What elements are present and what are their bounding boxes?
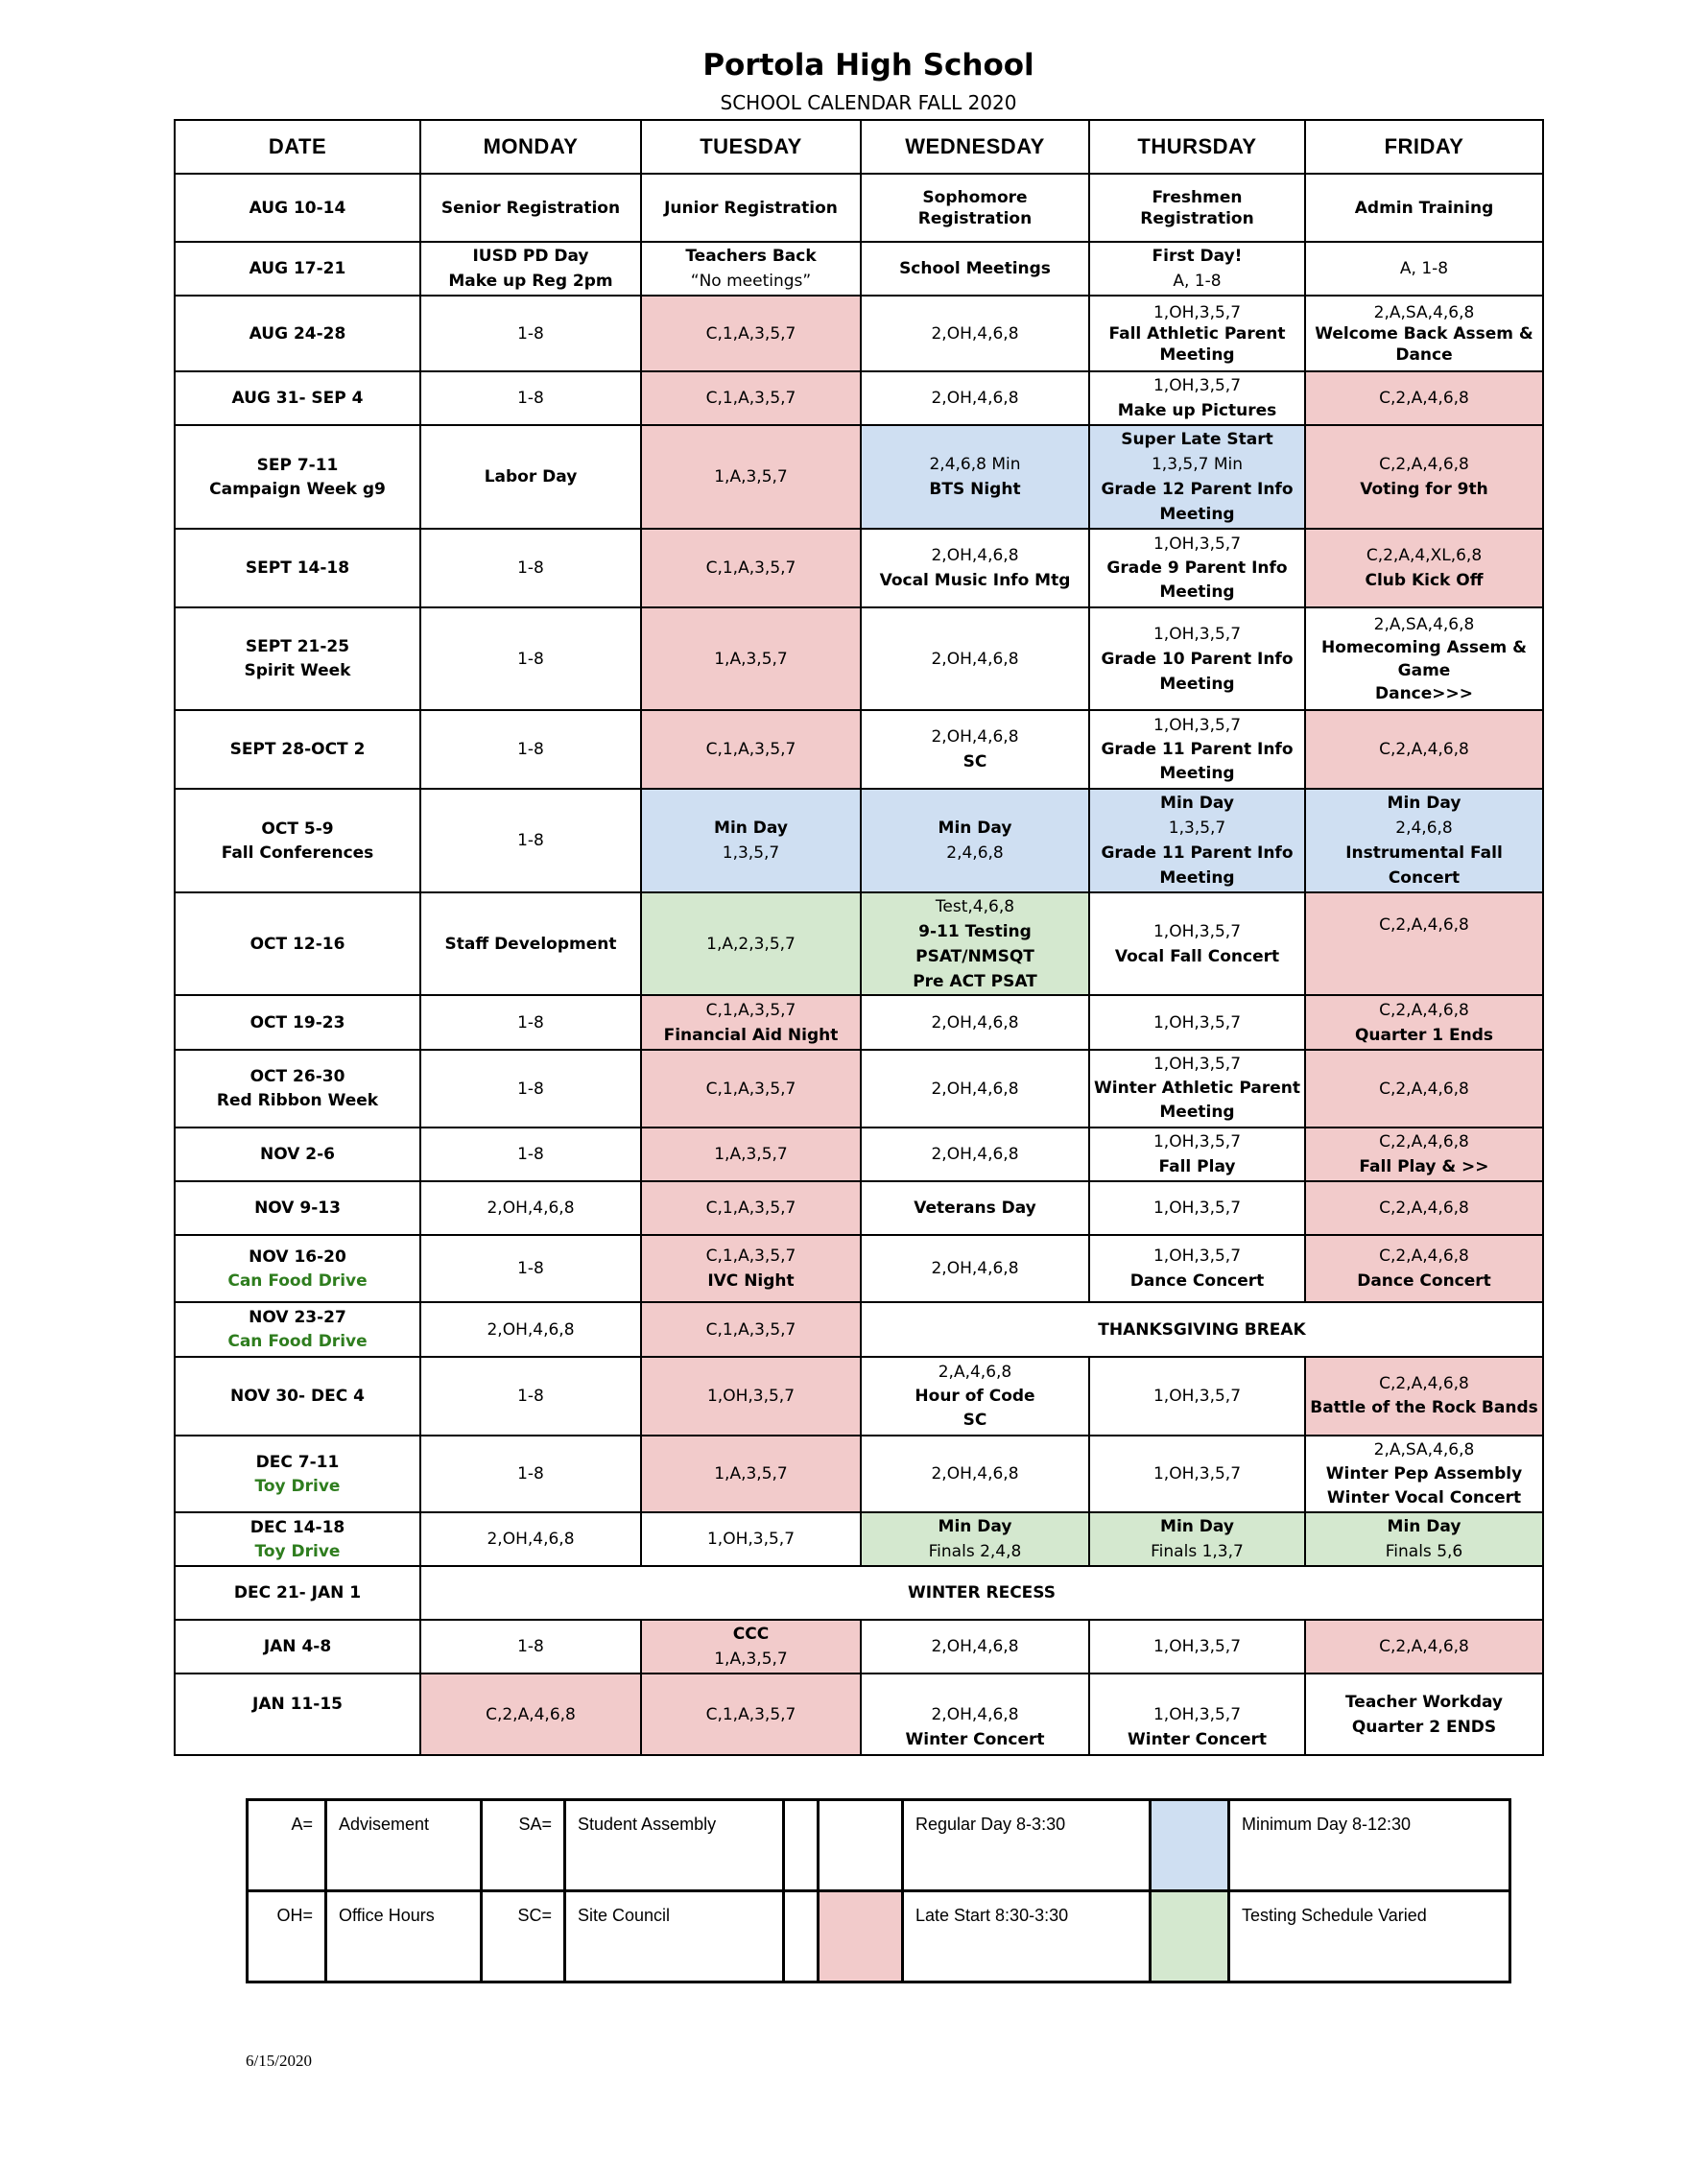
legend-key-sc: SC= — [482, 1891, 565, 1982]
tuesday-cell: C,1,A,3,5,7 — [641, 529, 861, 607]
week-date — [175, 425, 420, 529]
line: Grade 10 Parent Info Meeting — [1101, 649, 1294, 694]
wednesday-cell: 2,OH,4,6,8 — [861, 1436, 1089, 1512]
week-date-label: OCT 5-9 — [261, 819, 334, 839]
regular-day-swatch — [819, 1800, 903, 1891]
monday-cell: Senior Registration — [420, 174, 641, 242]
wednesday-cell — [861, 789, 1089, 892]
line: Min Day — [1160, 794, 1234, 813]
minimum-day-swatch — [1151, 1800, 1229, 1891]
thursday-cell — [1089, 371, 1305, 425]
week-date-label: NOV 16-20 — [249, 1246, 346, 1267]
line: Grade 12 Parent Info Meeting — [1101, 480, 1294, 524]
week-note: Fall Conferences — [221, 843, 374, 863]
line: Hour of Code — [915, 1386, 1035, 1406]
monday-cell: C,2,A,4,6,8 — [420, 1674, 641, 1755]
line: 1,A,3,5,7 — [714, 1650, 788, 1669]
friday-cell — [1305, 529, 1543, 607]
line: 2,OH,4,6,8 — [931, 1705, 1019, 1724]
week-row — [175, 1436, 1543, 1512]
line: 1,3,5,7 — [722, 843, 780, 863]
thursday-cell: Freshmen Registration — [1089, 174, 1305, 242]
tuesday-cell: Junior Registration — [641, 174, 861, 242]
line: C,2,A,4,6,8 — [1379, 1374, 1469, 1393]
monday-cell: 1-8 — [420, 1128, 641, 1181]
col-wednesday: WEDNESDAY — [861, 120, 1089, 174]
week-row — [175, 1620, 1543, 1674]
line: Dance Concert — [1357, 1271, 1491, 1291]
line: Test,4,6,8 — [935, 896, 1015, 916]
monday-cell: 1-8 — [420, 1357, 641, 1436]
minimum-day-label: Minimum Day 8-12:30 — [1229, 1800, 1510, 1891]
tuesday-cell: 1,OH,3,5,7 — [641, 1512, 861, 1566]
tuesday-cell: 1,OH,3,5,7 — [641, 1357, 861, 1436]
wednesday-cell: Veterans Day — [861, 1181, 1089, 1235]
col-thursday: THURSDAY — [1089, 120, 1305, 174]
line: 2,4,6,8 — [1395, 819, 1453, 838]
thursday-cell: 1,OH,3,5,7 — [1089, 995, 1305, 1050]
wednesday-cell: 2,OH,4,6,8 — [861, 995, 1089, 1050]
week-date: AUG 17-21 — [175, 242, 420, 296]
friday-cell — [1305, 1235, 1543, 1302]
legend-row — [248, 1800, 1510, 1891]
line: C,2,A,4,XL,6,8 — [1366, 546, 1483, 565]
thursday-cell — [1089, 1512, 1305, 1566]
line: 1,OH,3,5,7 — [1152, 1705, 1242, 1724]
line: C,2,A,4,6,8 — [1379, 1132, 1469, 1151]
week-row — [175, 1357, 1543, 1436]
week-row — [175, 1512, 1543, 1566]
col-date: DATE — [175, 120, 420, 174]
monday-cell: 1-8 — [420, 1436, 641, 1512]
wednesday-cell — [861, 425, 1089, 529]
line: 9-11 Testing — [918, 921, 1032, 941]
line: Teachers Back — [685, 247, 817, 266]
friday-cell — [1305, 607, 1543, 710]
week-date: AUG 31- SEP 4 — [175, 371, 420, 425]
tuesday-cell: 1,A,3,5,7 — [641, 1128, 861, 1181]
line: 1,OH,3,5,7 — [1152, 624, 1242, 644]
monday-cell: 1-8 — [420, 607, 641, 710]
calendar-subtitle: SCHOOL CALENDAR FALL 2020 — [720, 91, 1017, 114]
header-row — [175, 120, 1543, 174]
line: 1,OH,3,5,7 — [1152, 302, 1242, 322]
wednesday-cell: 2,OH,4,6,8 — [861, 607, 1089, 710]
thursday-cell — [1089, 1674, 1305, 1755]
legend-value-a: Advisement — [326, 1800, 482, 1891]
col-monday: MONDAY — [420, 120, 641, 174]
thursday-cell — [1089, 1128, 1305, 1181]
friday-cell — [1305, 789, 1543, 892]
revision-date: 6/15/2020 — [246, 2052, 312, 2070]
thursday-cell — [1089, 529, 1305, 607]
monday-cell: 2,OH,4,6,8 — [420, 1302, 641, 1357]
week-date: NOV 2-6 — [175, 1128, 420, 1181]
week-row — [175, 789, 1543, 892]
legend-key-oh: OH= — [248, 1891, 326, 1982]
friday-cell — [1305, 1357, 1543, 1436]
wednesday-cell — [861, 710, 1089, 789]
col-friday: FRIDAY — [1305, 120, 1543, 174]
tuesday-cell: C,1,A,3,5,7 — [641, 296, 861, 371]
thursday-cell — [1089, 710, 1305, 789]
wednesday-cell: Sophomore Registration — [861, 174, 1089, 242]
tuesday-cell: 1,A,3,5,7 — [641, 607, 861, 710]
week-row — [175, 1235, 1543, 1302]
line: C,2,A,4,6,8 — [1379, 455, 1469, 474]
week-date-label: NOV 23-27 — [249, 1308, 346, 1327]
week-note: Can Food Drive — [227, 1332, 368, 1351]
line: Finals 5,6 — [1385, 1542, 1463, 1561]
late-start-swatch — [819, 1891, 903, 1982]
week-row — [175, 710, 1543, 789]
wednesday-cell — [861, 1357, 1089, 1436]
thursday-cell: 1,OH,3,5,7 — [1089, 1357, 1305, 1436]
line: Winter Athletic Parent Meeting — [1094, 1079, 1300, 1122]
line: 2,OH,4,6,8 — [931, 546, 1019, 565]
late-start-label: Late Start 8:30-3:30 — [903, 1891, 1151, 1982]
week-note: Toy Drive — [254, 1476, 341, 1496]
wednesday-cell — [861, 1512, 1089, 1566]
line: 2,A,4,6,8 — [938, 1362, 1012, 1382]
line: Voting for 9th — [1360, 480, 1488, 499]
line: SC — [962, 752, 987, 772]
week-row — [175, 1302, 1543, 1357]
line: Min Day — [938, 819, 1012, 838]
monday-cell: 1-8 — [420, 1235, 641, 1302]
week-row — [175, 892, 1543, 995]
tuesday-cell: C,1,A,3,5,7 — [641, 1050, 861, 1128]
week-note: Red Ribbon Week — [216, 1091, 379, 1110]
week-row — [175, 371, 1543, 425]
line: 1,OH,3,5,7 — [1152, 1246, 1242, 1266]
line: C,2,A,4,6,8 — [1379, 1246, 1469, 1266]
wednesday-cell: 2,OH,4,6,8 — [861, 1620, 1089, 1674]
line: 2,A,SA,4,6,8 — [1373, 614, 1475, 634]
friday-cell: C,2,A,4,6,8 — [1305, 1181, 1543, 1235]
line: C,2,A,4,6,8 — [1379, 1000, 1469, 1020]
week-date-label: DEC 7-11 — [255, 1452, 340, 1472]
line: Fall Play — [1158, 1157, 1236, 1176]
week-date: SEPT 28-OCT 2 — [175, 710, 420, 789]
line: Super Late Start — [1121, 430, 1273, 449]
legend-key-a: A= — [248, 1800, 326, 1891]
week-row — [175, 995, 1543, 1050]
tuesday-cell: C,1,A,3,5,7 — [641, 710, 861, 789]
week-date: AUG 10-14 — [175, 174, 420, 242]
tuesday-cell: 1,A,3,5,7 — [641, 1436, 861, 1512]
line: Quarter 1 Ends — [1354, 1025, 1494, 1045]
line: BTS Night — [929, 480, 1021, 499]
tuesday-cell: C,1,A,3,5,7 — [641, 1302, 861, 1357]
thanksgiving-break-cell: THANKSGIVING BREAK — [861, 1302, 1543, 1357]
monday-cell: 1-8 — [420, 995, 641, 1050]
line: Financial Aid Night — [663, 1025, 839, 1045]
line: Grade 9 Parent Info Meeting — [1106, 558, 1288, 602]
week-date: OCT 12-16 — [175, 892, 420, 995]
week-row — [175, 1181, 1543, 1235]
week-row — [175, 1050, 1543, 1128]
tuesday-cell: C,1,A,3,5,7 — [641, 1674, 861, 1755]
tuesday-cell — [641, 789, 861, 892]
tuesday-cell: 1,A,2,3,5,7 — [641, 892, 861, 995]
thursday-cell: 1,OH,3,5,7 — [1089, 1436, 1305, 1512]
thursday-cell — [1089, 242, 1305, 296]
line: 2,OH,4,6,8 — [931, 727, 1019, 747]
line: Winter Concert — [1127, 1730, 1267, 1749]
legend-table — [246, 1798, 1511, 1983]
line: Club Kick Off — [1365, 571, 1484, 590]
line: Finals 1,3,7 — [1151, 1542, 1244, 1561]
legend-key-sa: SA= — [482, 1800, 565, 1891]
monday-cell: 1-8 — [420, 371, 641, 425]
monday-cell: 2,OH,4,6,8 — [420, 1181, 641, 1235]
week-row — [175, 529, 1543, 607]
week-date — [175, 607, 420, 710]
monday-cell: 2,OH,4,6,8 — [420, 1512, 641, 1566]
week-date: NOV 9-13 — [175, 1181, 420, 1235]
week-date — [175, 1436, 420, 1512]
week-note: Can Food Drive — [227, 1270, 368, 1291]
wednesday-cell — [861, 529, 1089, 607]
line: 1,OH,3,5,7 — [1152, 1132, 1242, 1151]
week-date: JAN 4-8 — [175, 1620, 420, 1674]
line: 2,A,SA,4,6,8 — [1373, 302, 1475, 322]
friday-cell — [1305, 1512, 1543, 1566]
tuesday-cell — [641, 995, 861, 1050]
testing-label: Testing Schedule Varied — [1229, 1891, 1510, 1982]
legend-value-oh: Office Hours — [326, 1891, 482, 1982]
col-tuesday: TUESDAY — [641, 120, 861, 174]
friday-cell: A, 1-8 — [1305, 242, 1543, 296]
week-date: DEC 21- JAN 1 — [175, 1566, 420, 1620]
regular-day-label: Regular Day 8-3:30 — [903, 1800, 1151, 1891]
friday-cell — [1305, 1128, 1543, 1181]
wednesday-cell: 2,OH,4,6,8 — [861, 1128, 1089, 1181]
monday-cell: Staff Development — [420, 892, 641, 995]
line: 2,4,6,8 Min — [929, 455, 1021, 474]
line: SC — [962, 1410, 987, 1430]
week-note: Spirit Week — [244, 661, 351, 680]
line: 1,3,5,7 Min — [1151, 455, 1244, 474]
week-date-label: SEPT 21-25 — [245, 637, 350, 656]
monday-cell: 1-8 — [420, 529, 641, 607]
line: 1,OH,3,5,7 — [1152, 376, 1242, 395]
week-row — [175, 296, 1543, 371]
week-row — [175, 1128, 1543, 1181]
line: Quarter 2 ENDS — [1351, 1717, 1497, 1737]
monday-cell: 1-8 — [420, 710, 641, 789]
line: Min Day — [714, 819, 788, 838]
calendar-table — [174, 119, 1544, 1756]
line: 1,OH,3,5,7 — [1152, 534, 1242, 554]
line: Fall Play & >> — [1359, 1157, 1489, 1176]
legend-spacer — [784, 1800, 819, 1891]
line: A, 1-8 — [1173, 272, 1222, 291]
wednesday-cell: 2,OH,4,6,8 — [861, 296, 1089, 371]
monday-cell: 1-8 — [420, 1620, 641, 1674]
line: “No meetings” — [690, 272, 812, 291]
line: IVC Night — [707, 1271, 795, 1291]
line: IUSD PD Day — [472, 247, 589, 266]
week-row — [175, 607, 1543, 710]
friday-cell — [1305, 1674, 1543, 1755]
week-date — [175, 1302, 420, 1357]
legend-value-sc: Site Council — [565, 1891, 784, 1982]
friday-cell — [1305, 425, 1543, 529]
line: Min Day — [1387, 794, 1461, 813]
tuesday-cell: 1,A,3,5,7 — [641, 425, 861, 529]
friday-cell: C,2,A,4,6,8 — [1305, 371, 1543, 425]
monday-cell: Labor Day — [420, 425, 641, 529]
wednesday-cell — [861, 1674, 1089, 1755]
friday-cell — [1305, 296, 1543, 371]
line: Dance>>> — [1374, 683, 1474, 703]
friday-cell — [1305, 995, 1543, 1050]
monday-cell: 1-8 — [420, 1050, 641, 1128]
week-date — [175, 1512, 420, 1566]
tuesday-cell: C,1,A,3,5,7 — [641, 1181, 861, 1235]
tuesday-cell — [641, 1235, 861, 1302]
week-date: SEPT 14-18 — [175, 529, 420, 607]
week-note: Campaign Week g9 — [209, 479, 386, 499]
line: Pre ACT PSAT — [913, 971, 1037, 991]
line: Winter Vocal Concert — [1326, 1487, 1522, 1507]
wednesday-cell: 2,OH,4,6,8 — [861, 1235, 1089, 1302]
friday-cell: C,2,A,4,6,8 — [1305, 892, 1543, 995]
line: Min Day — [1387, 1517, 1461, 1536]
week-row — [175, 425, 1543, 529]
line: Welcome Back Assem & Dance — [1315, 323, 1533, 365]
line: 1,OH,3,5,7 — [1152, 921, 1242, 941]
thursday-cell — [1089, 425, 1305, 529]
line: Make up Pictures — [1117, 401, 1277, 420]
week-date — [175, 789, 420, 892]
thursday-cell: 1,OH,3,5,7 — [1089, 1620, 1305, 1674]
monday-cell: 1-8 — [420, 789, 641, 892]
line: Min Day — [1160, 1517, 1234, 1536]
tuesday-cell — [641, 242, 861, 296]
week-date-label: OCT 26-30 — [249, 1067, 345, 1086]
winter-recess-cell: WINTER RECESS — [420, 1566, 1543, 1620]
line: 2,4,6,8 — [946, 843, 1004, 863]
wednesday-cell: School Meetings — [861, 242, 1089, 296]
legend-value-sa: Student Assembly — [565, 1800, 784, 1891]
line: Teacher Workday — [1344, 1692, 1504, 1712]
legend-row — [248, 1891, 1510, 1982]
week-note: Toy Drive — [254, 1541, 341, 1561]
line: Dance Concert — [1129, 1271, 1265, 1291]
thursday-cell — [1089, 789, 1305, 892]
week-row — [175, 174, 1543, 242]
thursday-cell — [1089, 1050, 1305, 1128]
week-date: NOV 30- DEC 4 — [175, 1357, 420, 1436]
friday-cell: C,2,A,4,6,8 — [1305, 1620, 1543, 1674]
week-date: JAN 11-15 — [175, 1674, 420, 1755]
legend-spacer — [784, 1891, 819, 1982]
line: 2,A,SA,4,6,8 — [1373, 1439, 1475, 1460]
testing-swatch — [1151, 1891, 1229, 1982]
line: Grade 11 Parent Info Meeting — [1101, 739, 1294, 783]
week-row — [175, 1566, 1543, 1620]
friday-cell: C,2,A,4,6,8 — [1305, 1050, 1543, 1128]
line: 1,3,5,7 — [1168, 819, 1226, 838]
week-date: AUG 24-28 — [175, 296, 420, 371]
line: Winter Concert — [905, 1730, 1045, 1749]
wednesday-cell: 2,OH,4,6,8 — [861, 1050, 1089, 1128]
line: Instrumental Fall Concert — [1345, 843, 1503, 888]
line: Finals 2,4,8 — [928, 1542, 1022, 1561]
friday-cell: Admin Training — [1305, 174, 1543, 242]
line: 1,OH,3,5,7 — [1152, 1055, 1242, 1074]
wednesday-cell — [861, 892, 1089, 995]
wednesday-cell: 2,OH,4,6,8 — [861, 371, 1089, 425]
thursday-cell — [1089, 892, 1305, 995]
line: Winter Pep Assembly — [1325, 1463, 1523, 1484]
line: Make up Reg 2pm — [448, 272, 613, 291]
line: Min Day — [938, 1517, 1012, 1536]
line: Homecoming Assem & Game — [1320, 637, 1528, 680]
line: Grade 11 Parent Info Meeting — [1101, 843, 1294, 888]
week-row — [175, 242, 1543, 296]
tuesday-cell — [641, 1620, 861, 1674]
line: Vocal Music Info Mtg — [879, 571, 1071, 590]
line: First Day! — [1152, 247, 1243, 266]
line: Fall Athletic Parent Meeting — [1108, 323, 1286, 365]
thursday-cell — [1089, 1235, 1305, 1302]
line: Vocal Fall Concert — [1114, 946, 1280, 966]
school-name: Portola High School — [702, 48, 1034, 83]
line: Battle of the Rock Bands — [1310, 1398, 1538, 1417]
friday-cell — [1305, 1436, 1543, 1512]
week-date — [175, 1235, 420, 1302]
week-date — [175, 1050, 420, 1128]
week-date: OCT 19-23 — [175, 995, 420, 1050]
week-date-label: SEP 7-11 — [256, 455, 339, 475]
week-row — [175, 1674, 1543, 1755]
line: C,1,A,3,5,7 — [705, 1246, 796, 1266]
week-date-label: DEC 14-18 — [249, 1517, 345, 1537]
monday-cell — [420, 242, 641, 296]
thursday-cell — [1089, 607, 1305, 710]
line: PSAT/NMSQT — [915, 946, 1034, 966]
friday-cell: C,2,A,4,6,8 — [1305, 710, 1543, 789]
thursday-cell — [1089, 296, 1305, 371]
line: C,1,A,3,5,7 — [705, 1000, 796, 1020]
line: 1,OH,3,5,7 — [1152, 715, 1242, 735]
thursday-cell: 1,OH,3,5,7 — [1089, 1181, 1305, 1235]
tuesday-cell: C,1,A,3,5,7 — [641, 371, 861, 425]
monday-cell: 1-8 — [420, 296, 641, 371]
line: CCC — [732, 1625, 770, 1644]
